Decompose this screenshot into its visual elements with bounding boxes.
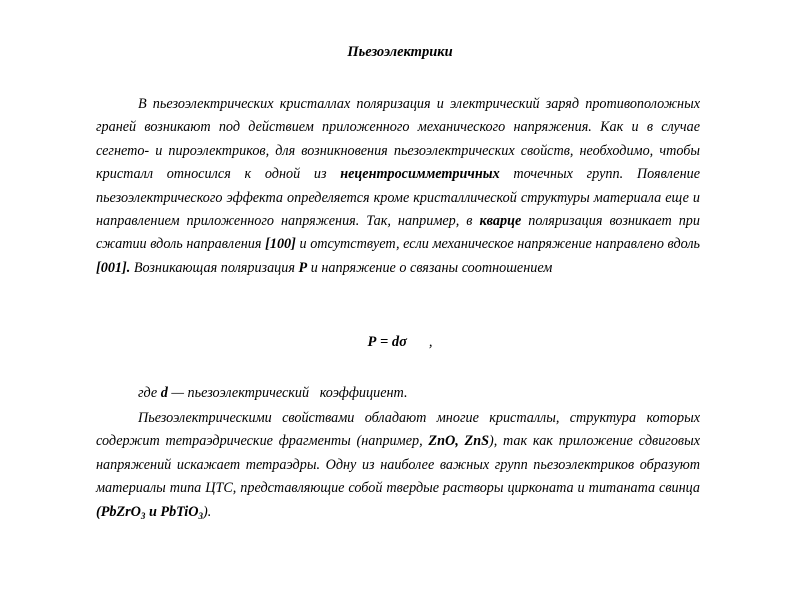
formula-expression: Р = dσ [367,334,407,350]
text-run: и напряжение о связаны соотношением [307,259,553,276]
paragraph-piezo-intro [96,93,700,280]
text-run: Возникающая поляризация [130,259,299,276]
formula-line [0,334,800,351]
bold-formula-pbzro3: (PbZrO [96,503,141,520]
subscript-3: 3 [198,510,203,521]
paragraph-piezo-materials [96,407,700,528]
text-run: Пьезоэлектрическими свойствами обладают многие кристаллы, структура которых содержит тетраэдрические фрагменты (например, [96,410,700,450]
text-run: где [138,385,161,401]
bold-symbol-p: Р [298,259,308,276]
subscript-3: 3 [140,510,146,521]
text-run: В пьезоэлектрических кристаллах поляризация и электрический заряд противоположных граней возникают под действием приложенного механического напряжения. Как и в случае сегнето- и пироэлектриков, для возникновения пьезоэлектрических свойств, необходимо, чтобы кристалл относился к одной из [96,96,700,183]
bold-direction-100: [100] [265,236,296,253]
text-run: поляризация возникает при сжатии вдоль направления [96,213,700,253]
bold-term-quartz: кварце [479,213,522,230]
bold-compounds-zno-zns: ZnO, ZnS [428,433,489,450]
document-title: Пьезоэлектрики [347,44,453,60]
text-run: и отсутствует, если механическое напряжение направлено вдоль [295,236,700,253]
text-run: — пьезоэлектрический коэффициент. [167,385,408,401]
bold-direction-001: [001]. [96,259,131,276]
bold-symbol-d: d [160,385,168,401]
text-run: ). [203,503,212,520]
bold-term-noncentrosymmetric: нецентросимметричных [340,166,500,183]
formula-comma: , [428,334,433,350]
text-run: точечных групп. Появление пьезоэлектрического эффекта определяется кроме кристаллической структуры материала еще и направлением приложенного напряжения. Так, например, в [96,166,700,230]
text-run: ), так как приложение сдвиговых напряжений искажает тетраэдры. Одну из наиболее важных групп пьезоэлектриков образуют материалы типа ЦТС, представляющие собой твердые растворы цирконата и титаната свинца [96,433,700,497]
paragraph-coefficient [96,382,700,405]
bold-formula-pbtio3: и PbTiO [145,503,199,520]
